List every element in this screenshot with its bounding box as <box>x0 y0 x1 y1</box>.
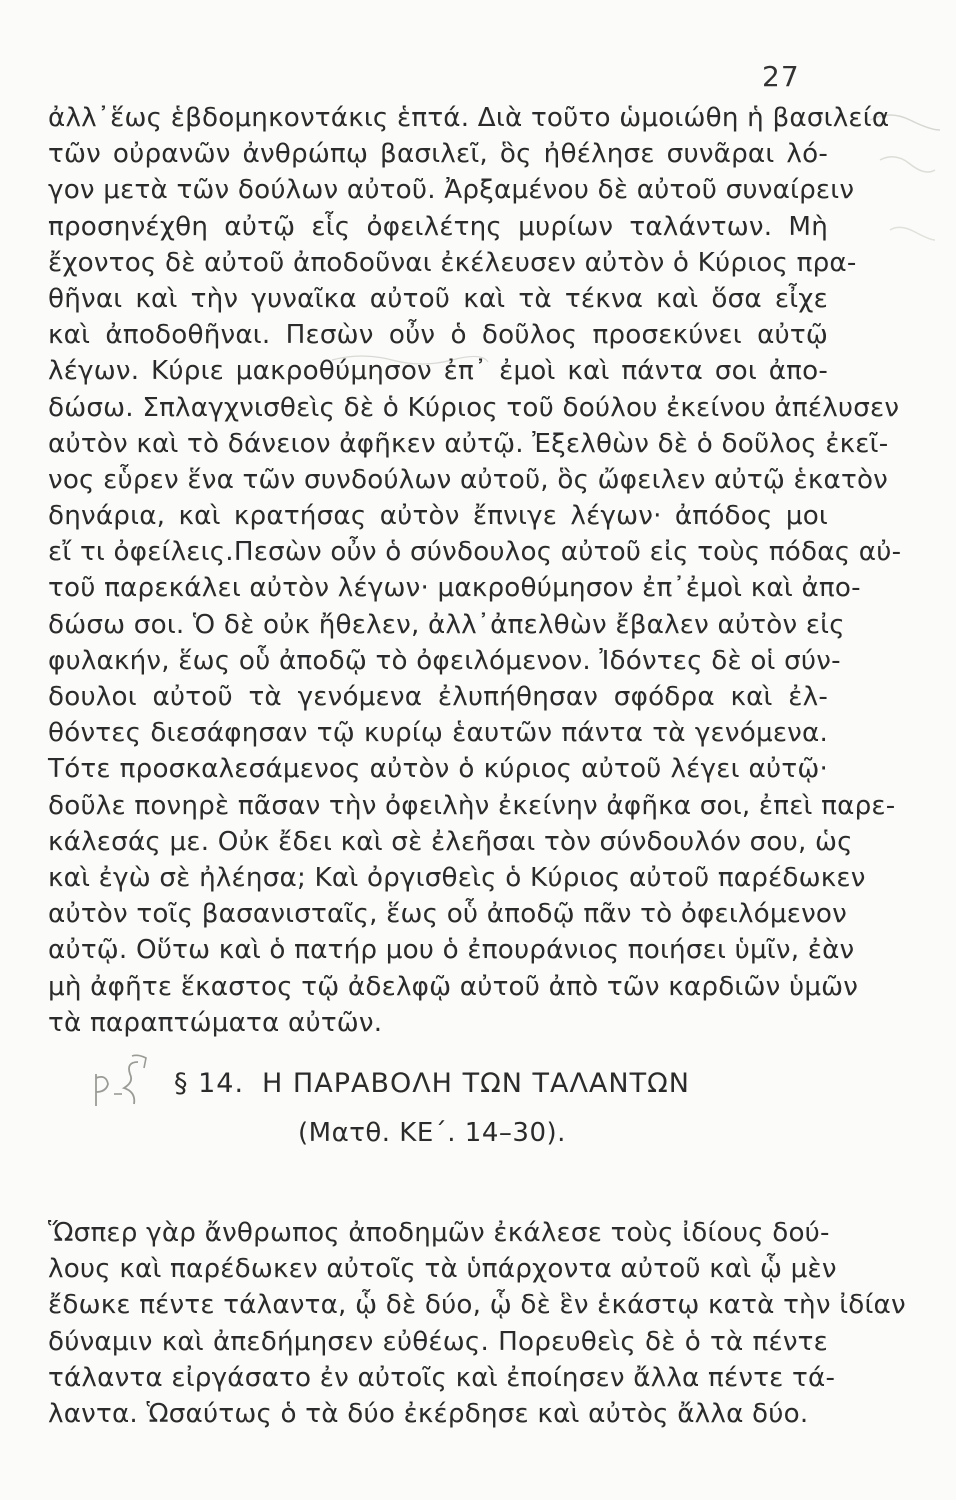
text-line: Τότε προσκαλεσάμενος αὐτὸν ὁ κύριος αὐτοῦ λέγει αὐτῷ· <box>48 754 828 785</box>
text-line: δουλοι αὐτοῦ τὰ γενόμενα ἐλυπήθησαν σφόδρα καὶ ἐλ- <box>48 682 828 712</box>
text-line: τάλαντα εἰργάσατο ἐν αὐτοῖς καὶ ἐποίησεν ἄλλα πέντε τά- <box>48 1362 836 1393</box>
handwritten-margin-note <box>88 1054 168 1118</box>
margin-pencil-marks <box>860 100 950 320</box>
section-heading <box>174 1068 690 1099</box>
text-line: τὰ παραπτώματα αὐτῶν. <box>48 1007 383 1038</box>
text-line: Ὥσπερ γὰρ ἄνθρωπος ἀποδημῶν ἐκάλεσε τοὺς ἰδίους δού- <box>48 1218 830 1248</box>
text-line: αὐτὸν τοῖς βασανισταῖς, ἕως οὗ ἀποδῷ πᾶν τὸ ὀφειλόμενον <box>48 899 847 930</box>
text-line: δώσω σοι. Ὁ δὲ οὐκ ἤθελεν, ἀλλ᾽ἀπελθὼν ἔβαλεν αὐτὸν εἰς <box>48 609 845 640</box>
text-line: θῆναι καὶ τὴν γυναῖκα αὐτοῦ καὶ τὰ τέκνα καὶ ὅσα εἶχε <box>48 283 828 314</box>
text-line: λους καὶ παρέδωκεν αὐτοῖς τὰ ὑπάρχοντα αὐτοῦ καὶ ᾧ μὲν <box>48 1254 837 1285</box>
text-line: τοῦ παρεκάλει αὐτὸν λέγων· μακροθύμησον ἐπ᾽ἐμοὶ καὶ ἀπο- <box>48 573 861 604</box>
section-number: § 14. <box>174 1068 245 1099</box>
text-line: τῶν οὐρανῶν ἀνθρώπῳ βασιλεῖ, ὃς ἠθέλησε συνᾶραι λό- <box>48 139 828 170</box>
text-line: λέγων. Κύριε μακροθύμησον ἐπ᾽ ἐμοὶ καὶ πάντα σοι ἀπο- <box>48 356 828 387</box>
text-line: ἀλλ᾽ἕως ἑβδομηκοντάκις ἑπτά. Διὰ τοῦτο ὡμοιώθη ἡ βασιλεία <box>48 103 890 133</box>
text-line: προσηνέχθη αὐτῷ εἷς ὀφειλέτης μυρίων ταλάντων. Μὴ <box>48 211 828 242</box>
text-line: αὐτῷ. Οὕτω καὶ ὁ πατήρ μου ὁ ἐπουράνιος ποιήσει ὑμῖν, ἐὰν <box>48 935 855 966</box>
text-line: νος εὗρεν ἕνα τῶν συνδούλων αὐτοῦ, ὃς ὤφειλεν αὐτῷ ἑκατὸν <box>48 464 889 495</box>
text-line: ἔδωκε πέντε τάλαντα, ᾧ δὲ δύο, ᾧ δὲ ἓν ἑκάστῳ κατὰ τὴν ἰδίαν <box>48 1290 906 1321</box>
paragraph-parable-of-servant <box>48 100 902 1041</box>
text-line: δηνάρια, καὶ κρατήσας αὐτὸν ἔπνιγε λέγων· ἀπόδος μοι <box>48 501 828 532</box>
text-line: δώσω. Σπλαγχνισθεὶς δὲ ὁ Κύριος τοῦ δούλου ἐκείνου ἀπέλυσεν <box>48 392 900 423</box>
text-line: δύναμιν καὶ ἀπεδήμησεν εὐθέως. Πορευθεὶς δὲ ὁ τὰ πέντε <box>48 1326 828 1357</box>
text-line: δοῦλε πονηρὲ πᾶσαν τὴν ὀφειλὴν ἐκείνην ἀφῆκα σοι, ἐπεὶ παρε- <box>48 790 896 821</box>
text-line: μὴ ἀφῆτε ἕκαστος τῷ ἀδελφῷ αὐτοῦ ἀπὸ τῶν καρδιῶν ὑμῶν <box>48 971 859 1002</box>
text-line: κάλεσάς με. Οὐκ ἔδει καὶ σὲ ἐλεῆσαι τὸν σύνδουλόν σου, ὡς <box>48 826 853 857</box>
text-line: γον μετὰ τῶν δούλων αὐτοῦ. Ἀρξαμένου δὲ αὐτοῦ συναίρειν <box>48 175 855 206</box>
text-line: καὶ ἀποδοθῆναι. Πεσὼν οὖν ὁ δοῦλος προσεκύνει αὐτῷ <box>48 320 828 351</box>
scripture-reference: (Ματθ. ΚΕ΄. 14–30). <box>298 1118 566 1148</box>
text-line: θόντες διεσάφησαν τῷ κυρίῳ ἑαυτῶν πάντα τὰ γενόμενα. <box>48 718 828 749</box>
page-number: 27 <box>762 60 800 93</box>
text-line: λαντα. Ὡσαύτως ὁ τὰ δύο ἐκέρδησε καὶ αὐτὸς ἄλλα δύο. <box>48 1398 809 1429</box>
text-line: αὐτὸν καὶ τὸ δάνειον ἀφῆκεν αὐτῷ. Ἐξελθὼν δὲ ὁ δοῦλος ἐκεῖ- <box>48 428 889 459</box>
text-line: καὶ ἐγὼ σὲ ἠλέησα; Καὶ ὀργισθεὶς ὁ Κύριος αὐτοῦ παρέδωκεν <box>48 862 866 893</box>
text-line: εἴ τι ὀφείλεις.Πεσὼν οὖν ὁ σύνδουλος αὐτοῦ εἰς τοὺς πόδας αὐ- <box>48 537 902 568</box>
text-line: ἔχοντος δὲ αὐτοῦ ἀποδοῦναι ἐκέλευσεν αὐτὸν ὁ Κύριος πρα- <box>48 247 857 278</box>
paragraph-parable-of-talents <box>48 1215 906 1432</box>
text-line: φυλακήν, ἕως οὗ ἀποδῷ τὸ ὀφειλόμενον. Ἰδόντες δὲ οἱ σύν- <box>48 645 841 676</box>
section-title: Η ΠΑΡΑΒΟΛΗ ΤΩΝ ΤΑΛΑΝΤΩΝ <box>262 1068 690 1099</box>
